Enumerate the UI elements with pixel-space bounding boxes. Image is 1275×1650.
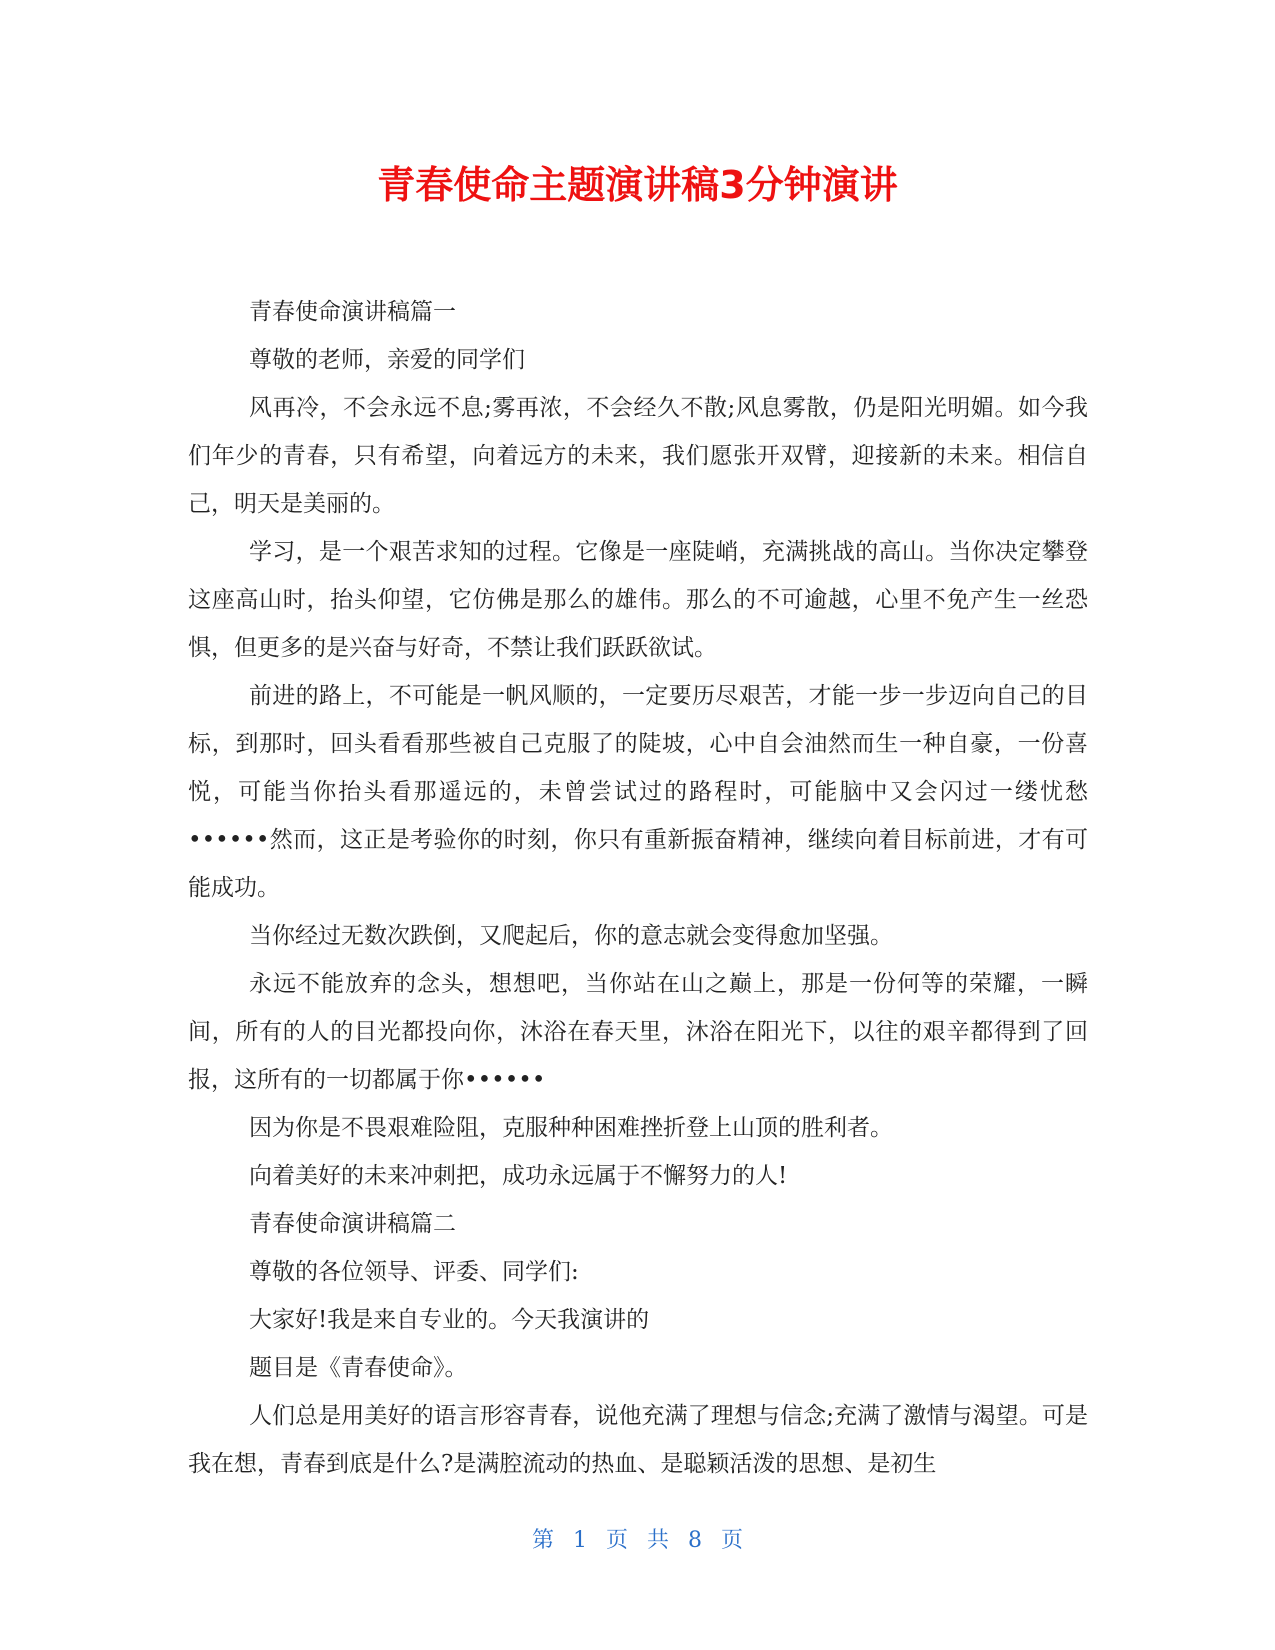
paragraph: 前进的路上，不可能是一帆风顺的，一定要历尽艰苦，才能一步一步迈向自己的目标，到那时，回头看看那些被自己克服了的陡坡，心中自会油然而生一种自豪，一份喜悦，可能当你抬头看那遥远的，未曾尝试过的路程时，可能脑中又会闪过一缕忧愁••••••然而，这正是考验你的时刻，你只有重新振奋精神，继续向着目标前进，才有可能成功。 — [188, 683, 1088, 901]
paragraph: 人们总是用美好的语言形容青春，说他充满了理想与信念;充满了激情与渴望。可是我在想，青春到底是什么?是满腔流动的热血、是聪颖活泼的思想、是初生 — [188, 1403, 1088, 1477]
paragraph: 风再冷，不会永远不息;雾再浓，不会经久不散;风息雾散，仍是阳光明媚。如今我们年少的青春，只有希望，向着远方的未来，我们愿张开双臂，迎接新的未来。相信自己，明天是美丽的。 — [188, 395, 1088, 517]
paragraph: 大家好!我是来自专业的。今天我演讲的 — [248, 1307, 650, 1333]
document-body — [188, 288, 1088, 1488]
paragraph: 当你经过无数次跌倒，又爬起后，你的意志就会变得愈加坚强。 — [248, 923, 893, 949]
footer-total-unit: 页 — [721, 1528, 744, 1553]
section-heading-2: 青春使命演讲稿篇二 — [248, 1211, 456, 1237]
footer-page-label: 第 — [531, 1528, 554, 1553]
footer-page-unit: 页 — [605, 1528, 628, 1553]
section-heading-1: 青春使命演讲稿篇一 — [248, 299, 456, 325]
paragraph: 永远不能放弃的念头，想想吧，当你站在山之巅上，那是一份何等的荣耀，一瞬间，所有的人的目光都投向你，沐浴在春天里，沐浴在阳光下，以往的艰辛都得到了回报，这所有的一切都属于你•••••• — [188, 971, 1088, 1093]
page-footer — [0, 1526, 1275, 1556]
salutation-1: 尊敬的老师，亲爱的同学们 — [248, 347, 525, 373]
paragraph: 因为你是不畏艰难险阻，克服种种困难挫折登上山顶的胜利者。 — [248, 1115, 893, 1141]
salutation-2: 尊敬的各位领导、评委、同学们: — [248, 1259, 579, 1285]
footer-total-pages: 8 — [688, 1528, 703, 1553]
document-title: 青春使命主题演讲稿3分钟演讲 — [377, 163, 898, 207]
paragraph: 向着美好的未来冲刺把，成功永远属于不懈努力的人! — [248, 1163, 788, 1189]
footer-current-page: 1 — [572, 1528, 587, 1553]
paragraph: 题目是《青春使命》。 — [248, 1355, 468, 1381]
footer-total-label: 共 — [647, 1528, 670, 1553]
paragraph: 学习，是一个艰苦求知的过程。它像是一座陡峭，充满挑战的高山。当你决定攀登这座高山时，抬头仰望，它仿佛是那么的雄伟。那么的不可逾越，心里不免产生一丝恐惧，但更多的是兴奋与好奇，不禁让我们跃跃欲试。 — [188, 539, 1088, 661]
